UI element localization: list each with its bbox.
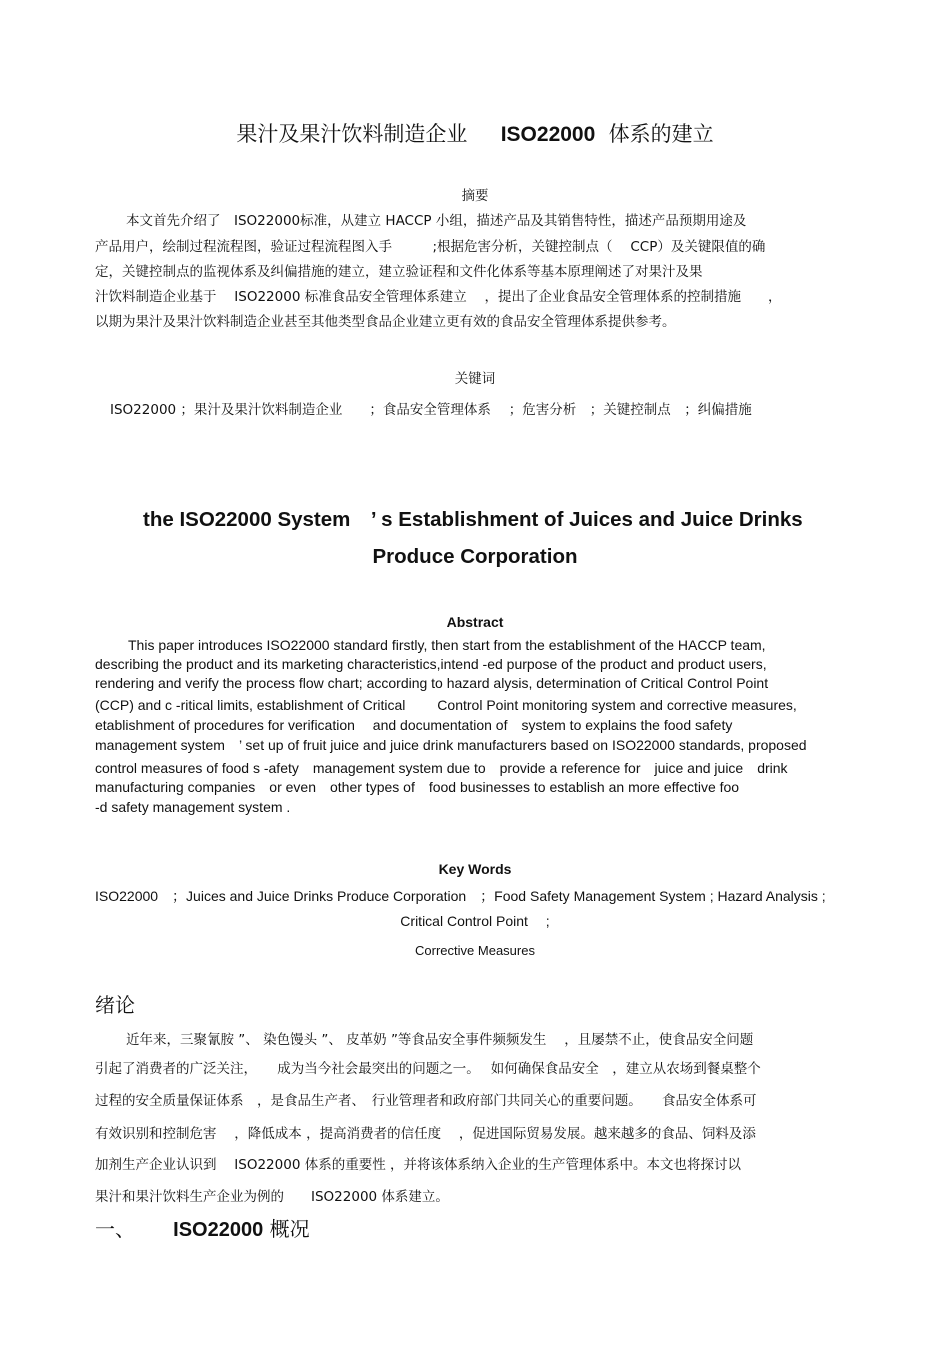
english-abstract-line: describing the product and its marketing characteristics,intend -ed purpose of the product and product users, <box>95 656 767 672</box>
chinese-title <box>0 118 950 148</box>
chinese-abstract-line: 本文首先介绍了 ISO22000标准，从建立 HACCP 小组，描述产品及其销售特性，描述产品预期用途及 <box>126 213 747 229</box>
chinese-abstract-line: 汁饮料制造企业基于 ISO22000 标准食品安全管理体系建立 ，提出了企业食品安全管理体系的控制措施 ， <box>95 289 782 305</box>
english-abstract-line: (CCP) and c -ritical limits, establishment of Critical Control Point monitoring system and corrective measures, <box>95 697 797 713</box>
chinese-abstract-line: 定，关键控制点的监视体系及纠偏措施的建立，建立验证程和文件化体系等基本原理阐述了对果汁及果 <box>95 264 703 280</box>
intro-heading: 绪论 <box>95 993 135 1017</box>
section-heading <box>95 1213 310 1242</box>
chinese-keywords: ISO22000 ；果汁及果汁饮料制造企业 ；食品安全管理体系 ；危害分析 ；关键控制点 ；纠偏措施 <box>110 402 752 418</box>
section-title-bold: ISO22000 <box>173 1219 264 1241</box>
intro-line: 果汁和果汁饮料生产企业为例的 ISO22000 体系建立。 <box>95 1189 449 1205</box>
intro-line: 近年来，三聚氰胺 ”、 染色馒头 ”、 皮革奶 ”等食品安全事件频频发生 ，且屡禁不止，使食品安全问题 <box>126 1032 754 1048</box>
english-abstract-line: -d safety management system . <box>95 799 291 815</box>
english-abstract-line: management system ’ set up of fruit juice and juice drink manufacturers based on ISO22000 standards, proposed <box>95 737 807 753</box>
chinese-title-part1: 果汁及果汁饮料制造企业 <box>236 122 468 146</box>
english-keywords-heading: Key Words <box>438 861 512 877</box>
english-abstract-line: etablishment of procedures for verification and documentation of system to explains the food safety <box>95 717 733 733</box>
english-abstract-line: This paper introduces ISO22000 standard firstly, then start from the establishment of the HACCP team, <box>128 637 766 653</box>
english-abstract-line: rendering and verify the process flow chart; according to hazard alysis, determination of Critical Control Point <box>95 675 769 691</box>
chinese-title-part2: ISO22000 <box>500 123 596 146</box>
chinese-abstract-heading: 摘要 <box>461 188 489 204</box>
intro-line: 有效识别和控制危害 ，降低成本 ，提高消费者的信任度 ，促进国际贸易发展。越来越多的食品、饲料及添 <box>95 1126 756 1142</box>
english-keywords-line: ISO22000 ；Juices and Juice Drinks Produce Corporation ；Food Safety Management System ; Hazard Analysis ; <box>95 888 826 904</box>
intro-line: 过程的安全质量保证体系 ，是食品生产者、 行业管理者和政府部门共同关心的重要问题。 食品安全体系可 <box>95 1093 757 1109</box>
chinese-abstract-line: 产品用户，绘制过程流程图，验证过程流程图入手 ;根据危害分析，关键控制点（ CCP）及关键限值的确 <box>95 239 766 255</box>
english-title-line1: the ISO22000 System ’ s Establishment of Juices and Juice Drinks <box>143 508 803 531</box>
english-abstract-line: manufacturing companies or even other types of food businesses to establish an more effective foo <box>95 779 740 795</box>
chinese-abstract-line: 以期为果汁及果汁饮料制造企业甚至其他类型食品企业建立更有效的食品安全管理体系提供参考。 <box>95 314 676 330</box>
english-keywords-line: Critical Control Point ; <box>400 913 550 929</box>
intro-line: 引起了消费者的广泛关注， 成为当今社会最突出的问题之一。 如何确保食品安全 ，建立从农场到餐桌整个 <box>95 1061 761 1077</box>
english-keywords-line: Corrective Measures <box>415 943 535 958</box>
chinese-title-part3: 体系的建立 <box>608 122 714 146</box>
section-title-rest: 概况 <box>269 1217 310 1241</box>
section-number: 一、 <box>95 1217 135 1241</box>
english-abstract-line: control measures of food s -afety management system due to provide a reference for juice and juice drink <box>95 760 788 776</box>
chinese-keywords-heading: 关键词 <box>454 371 496 387</box>
english-abstract-heading: Abstract <box>446 614 504 630</box>
english-title-line2: Produce Corporation <box>372 545 578 568</box>
intro-line: 加剂生产企业认识到 ISO22000 体系的重要性 ，并将该体系纳入企业的生产管理体系中。本文也将探讨以 <box>95 1157 741 1173</box>
